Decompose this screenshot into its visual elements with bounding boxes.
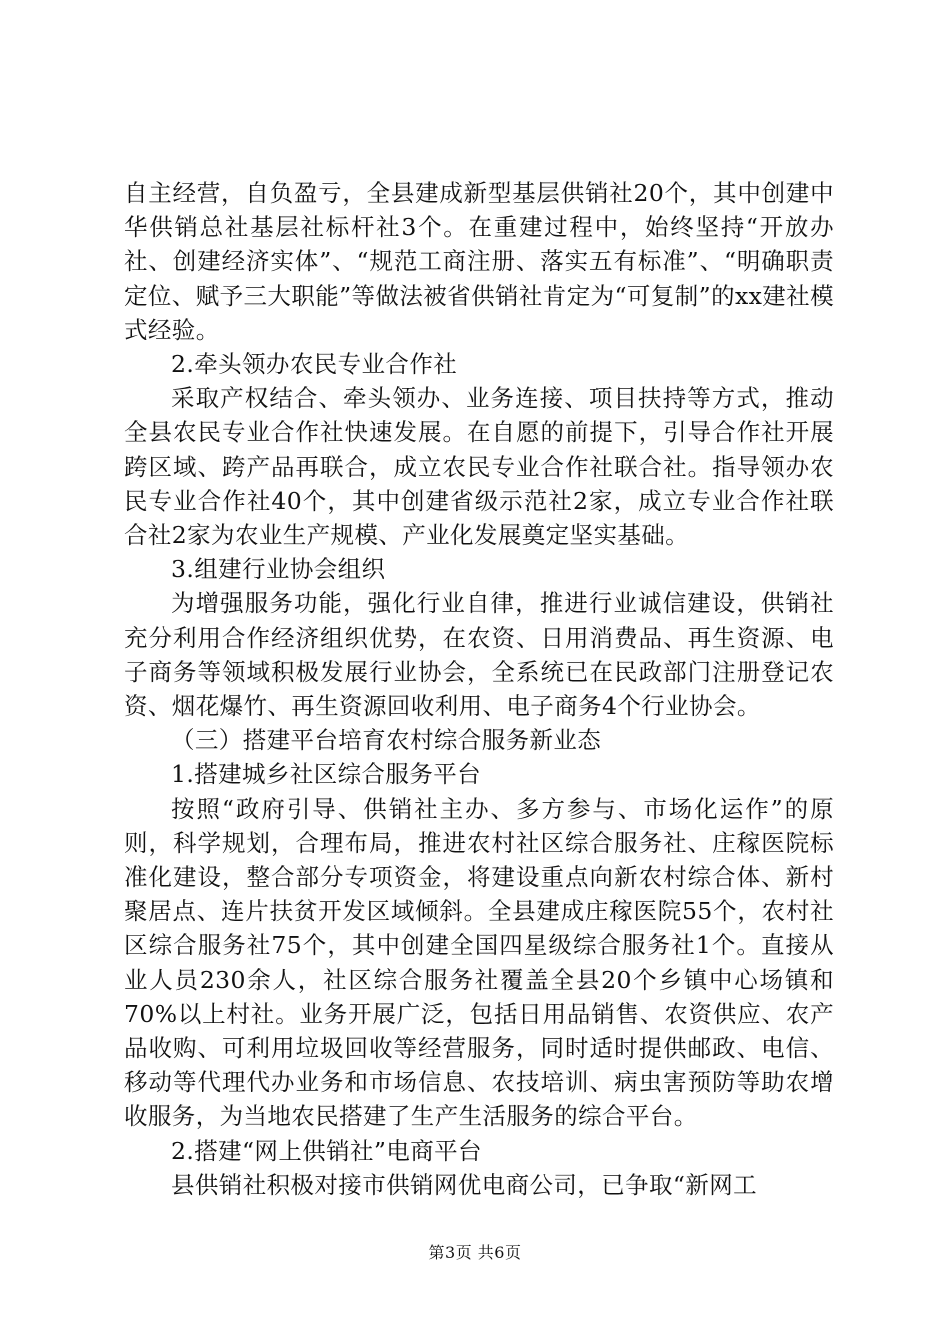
- paragraph-continuation: 自主经营，自负盈亏，全县建成新型基层供销社20个，其中创建中华供销总社基层社标杆社3个。在重建过程中，始终坚持“开放办社、创建经济实体”、“规范工商注册、落实五有标准”、“明确职责定位、赋予三大职能”等做法被省供销社肯定为“可复制”的xx建社模式经验。: [124, 179, 834, 344]
- subheading-cooperatives: 2.牵头领办农民专业合作社: [171, 350, 458, 379]
- document-body: [124, 176, 834, 1202]
- paragraph-associations: 为增强服务功能，强化行业自律，推进行业诚信建设，供销社充分利用合作经济组织优势，在农资、日用消费品、再生资源、电子商务等领域积极发展行业协会，全系统已在民政部门注册登记农资、烟花爆竹、再生资源回收利用、电子商务4个行业协会。: [124, 589, 834, 721]
- paragraph-cooperatives: 采取产权结合、牵头领办、业务连接、项目扶持等方式，推动全县农民专业合作社快速发展。在自愿的前提下，引导合作社开展跨区域、跨产品再联合，成立农民专业合作社联合社。指导领办农民专业合作社40个，其中创建省级示范社2家，成立专业合作社联合社2家为农业生产规模、产业化发展奠定坚实基础。: [124, 384, 834, 550]
- subheading-community-platform: 1.搭建城乡社区综合服务平台: [171, 760, 482, 789]
- page-footer: [0, 1240, 950, 1263]
- paragraph-ecommerce-platform: 县供销社积极对接市供销网优电商公司，已争取“新网工: [171, 1170, 758, 1199]
- subheading-ecommerce-platform: 2.搭建“网上供销社”电商平台: [171, 1136, 482, 1165]
- section-heading-platform: （三）搭建平台培育农村综合服务新业态: [171, 726, 602, 755]
- paragraph-community-platform: 按照“政府引导、供销社主办、多方参与、市场化运作”的原则，科学规划，合理布局，推进农村社区综合服务社、庄稼医院标准化建设，整合部分专项资金，将建设重点向新农村综合体、新村聚居点、连片扶贫开发区域倾斜。全县建成庄稼医院55个，农村社区综合服务社75个，其中创建全国四星级综合服务社1个。直接从业人员230余人，社区综合服务社覆盖全县20个乡镇中心场镇和70%以上村社。业务开展广泛，包括日用品销售、农资供应、农产品收购、可利用垃圾回收等经营服务，同时适时提供邮政、电信、移动等代理代办业务和市场信息、农技培训、病虫害预防等助农增收服务，为当地农民搭建了生产生活服务的综合平台。: [124, 794, 834, 1131]
- page-number: 第3页 共6页: [428, 1243, 522, 1262]
- subheading-associations: 3.组建行业协会组织: [171, 555, 386, 584]
